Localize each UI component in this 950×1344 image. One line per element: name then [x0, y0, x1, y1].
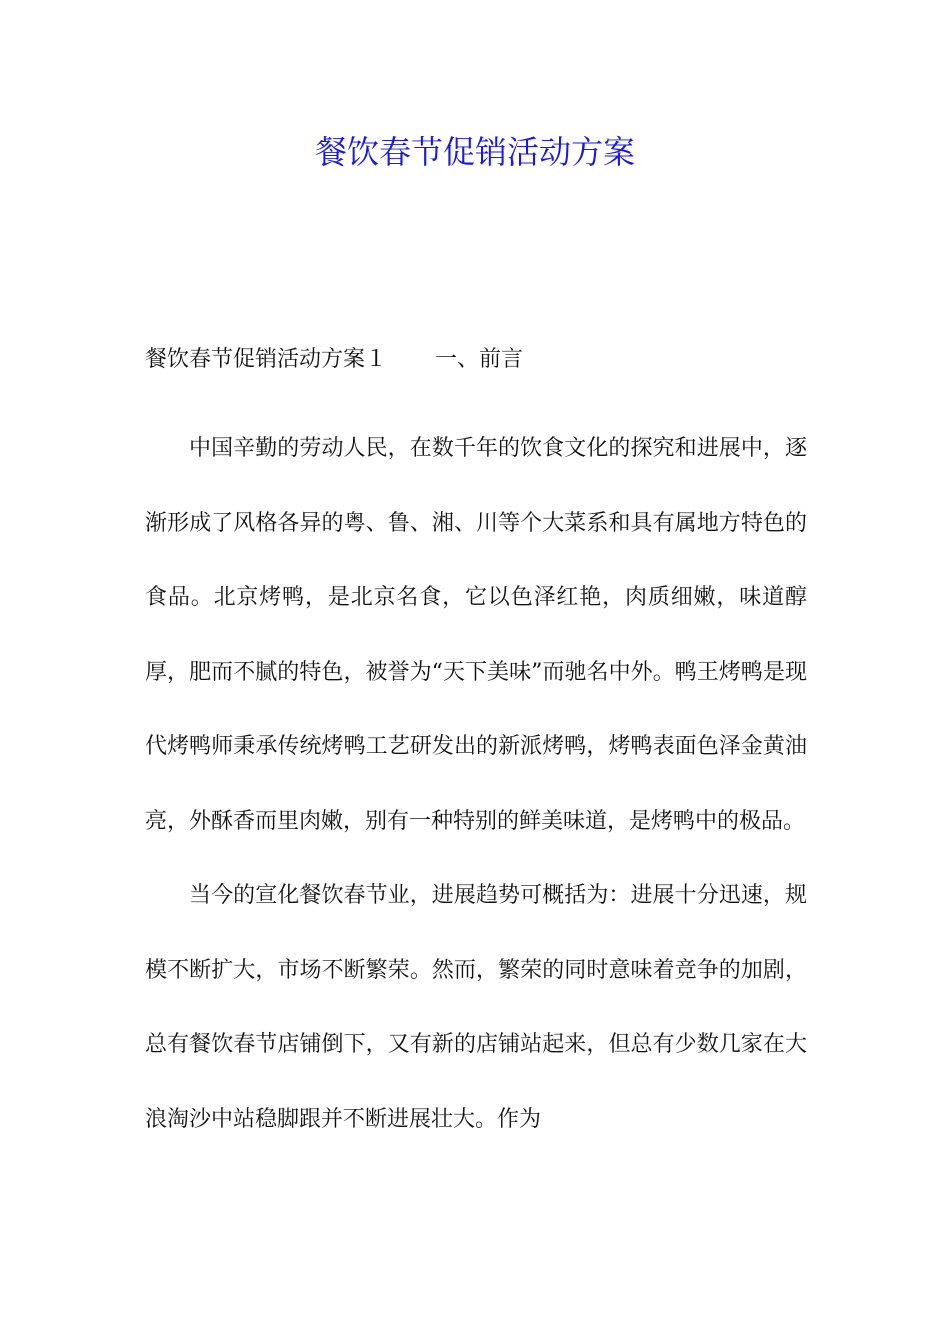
paragraph-1: 中国辛勤的劳动人民，在数千年的饮食文化的探究和进展中，逐渐形成了风格各异的粤、鲁、湘、川等个大菜系和具有属地方特色的食品。北京烤鸭，是北京名食，它以色泽红艳，肉质细嫩，味道醇厚，肥而不腻的特色，被誉为“天下美味”而驰名中外。鸭王烤鸭是现代烤鸭师秉承传统烤鸭工艺研发出的新派烤鸭，烤鸭表面色泽金黄油亮，外酥香而里肉嫩，别有一种特别的鲜美味道，是烤鸭中的极品。 [145, 436, 807, 834]
paragraph-2: 当今的宣化餐饮春节业，进展趋势可概括为：进展十分迅速，规模不断扩大，市场不断繁荣。然而，繁荣的同时意味着竞争的加剧，总有餐饮春节店铺倒下，又有新的店铺站起来，但总有少数几家在大浪淘沙中站稳脚跟并不断进展壮大。作为 [145, 883, 807, 1132]
section-heading-line [145, 338, 807, 382]
document-body [145, 338, 807, 1157]
section-label: 餐饮春节促销活动方案１ [145, 347, 388, 372]
document-title: 餐饮春节促销活动方案 [314, 133, 635, 171]
section-heading: 一、前言 [435, 347, 524, 372]
